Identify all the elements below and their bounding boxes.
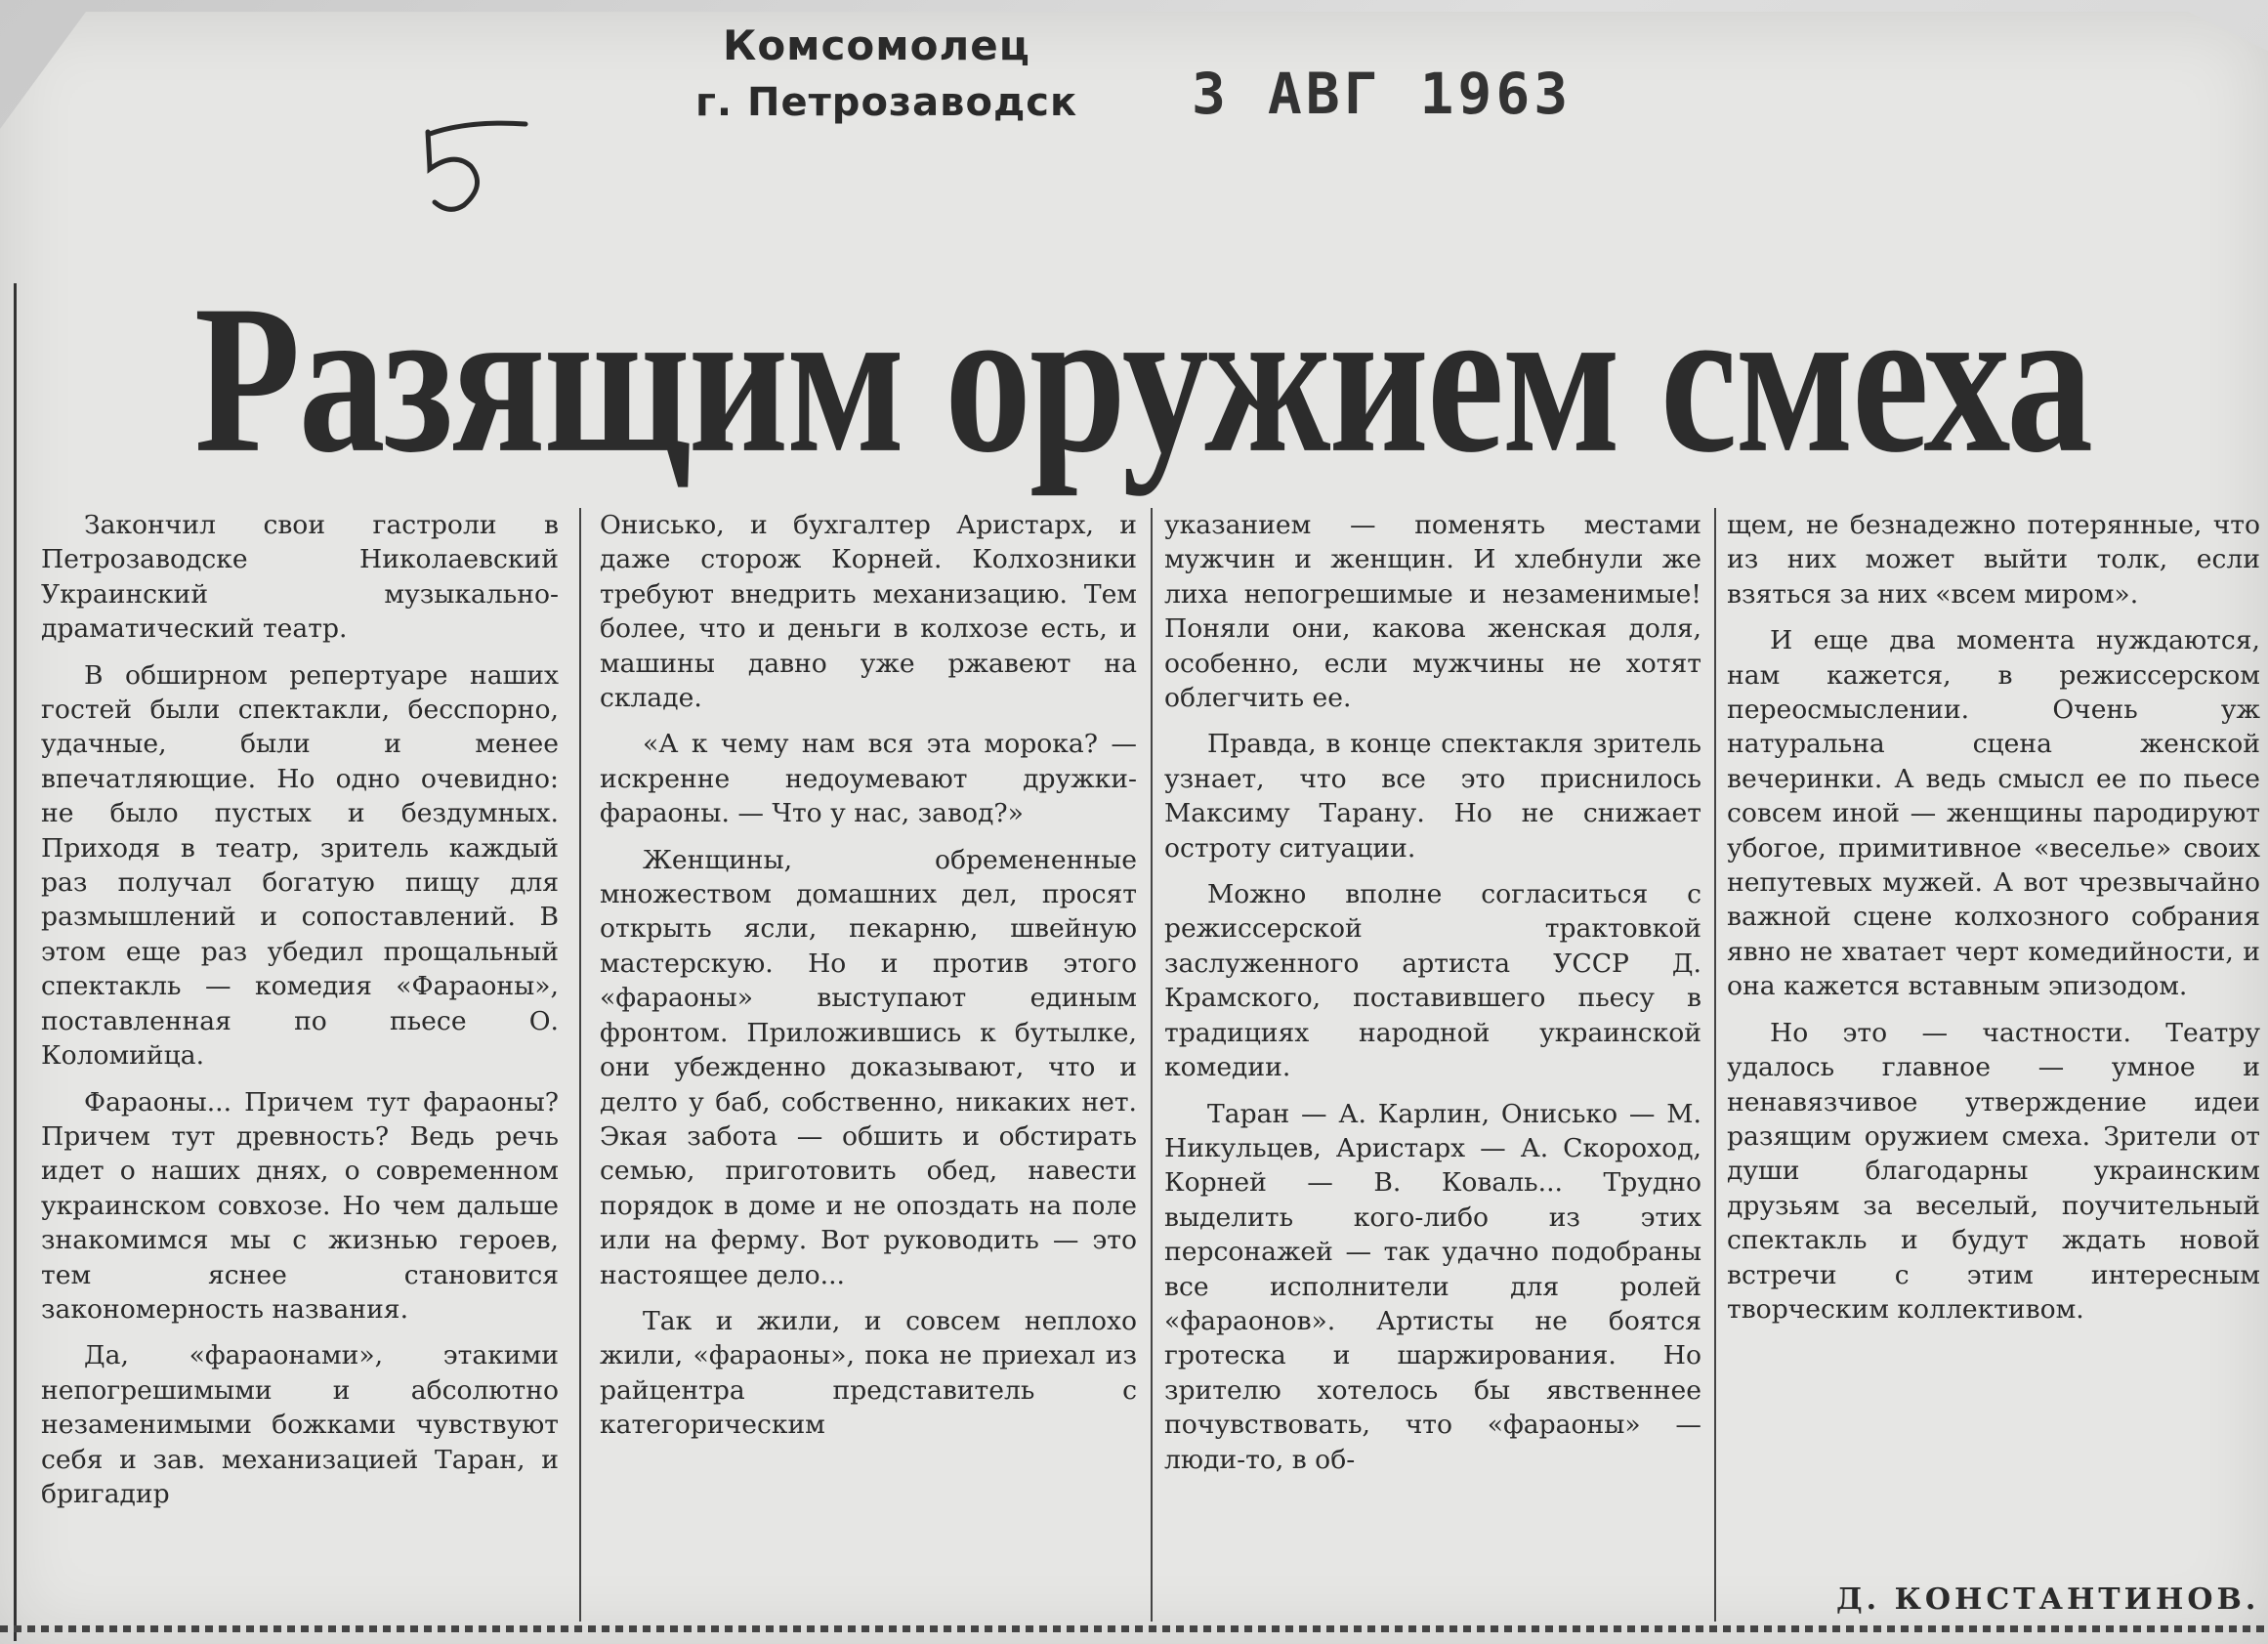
paragraph: Таран — А. Карлин, Онисько — М. Никульцев, Аристарх — А. Скороход, Корней — В. Коваль... Трудно выделить кого-либо из этих персонажей — так удачно подобраны все исполнители для ролей «фараонов». Артисты не боятся гротеска и шаржирования. Но зрителю хотелось бы явственнее почувствовать, что «фараоны» — люди-то, в об- [1164,1098,1701,1475]
author-signature: Д. КОНСТАНТИНОВ. [1836,1582,2260,1617]
column-divider [1151,508,1153,1622]
article-body [29,508,2260,1622]
left-column-rule [14,283,17,1641]
column-divider [579,508,581,1622]
text-column-4 [1727,508,2260,1622]
paragraph: Онисько, и бухгалтер Аристарх, и даже сторож Корней. Колхозники требуют внедрить механизацию. Тем более, что и деньги в колхозе есть, и машины давно уже ржавеют на складе. [600,510,1137,714]
stamp-newspaper-name: Комсомолец [723,21,1030,69]
paragraph: Да, «фараонами», этакими непогрешимыми и абсолютно незаменимыми божками чувствуют себя и зав. механизацией Таран, и бригадир [41,1340,559,1509]
paragraph: указанием — поменять местами мужчин и женщин. И хлебнули же лиха непогрешимые и незаменимые! Поняли они, какова женская доля, особенно, если мужчины не хотят облегчить ее. [1164,510,1701,714]
paragraph: В обширном репертуаре наших гостей были спектакли, бесспорно, удачные, были и менее впечатляющие. Но одно очевидно: не было пустых и бездумных. Приходя в театр, зритель каждый раз получал богатую пищу для размышлений и сопоставлений. В этом еще раз убедил прощальный спектакль — комедия «Фараоны», поставленная по пьесе О. Коломийца. [41,659,559,1072]
paragraph: Так и жили, и совсем неплохо жили, «фараоны», пока не приехал из райцентра представитель с категорическим [600,1305,1137,1441]
text-column-1 [41,508,559,1622]
paragraph: Женщины, обремененные множеством домашних дел, просят открыть ясли, пекарню, швейную мастерскую. Но и против этого «фараоны» выступают единым фронтом. Приложившись к бутылке, они убежденно доказывают, что и делто у баб, собственно, никаких нет. Экая забота — обшить и обстирать семью, приготовить обед, навести порядок в доме и не опоздать на поле или на ферму. Вот руководить — это настоящее дело... [600,844,1137,1290]
text-column-2 [600,508,1137,1622]
stamp-date: 3 АВГ 1963 [1192,61,1573,127]
paragraph: Фараоны... Причем тут фараоны? Причем тут древность? Ведь речь идет о наших днях, о современном украинском совхозе. Но чем дальше знакомимся мы с жизнью героев, тем яснее становится закономерность названия. [41,1086,559,1325]
article-headline: Разящим оружием смеха [193,260,2092,497]
paragraph: Правда, в конце спектакля зритель узнает, что все это приснилось Максиму Тарану. Но не снижает остроту ситуации. [1164,729,1701,864]
handwritten-number-5 [410,112,547,220]
bottom-rule [0,1625,2268,1632]
paragraph: «А к чему нам вся эта морока? — искренне недоумевают дружки-фараоны. — Что у нас, завод?» [600,729,1137,829]
text-column-3 [1164,508,1701,1622]
paragraph: И еще два момента нуждаются, нам кажется, в режиссерском переосмыслении. Очень уж натуральна сцена женской вечеринки. А ведь смысл ее по пьесе совсем иной — женщины пародируют убогое, примитивное «веселье» своих непутевых мужей. А вот чрезвычайно важной сцене колхозного собрания явно не хватает черт комедийности, и она кажется вставным эпизодом. [1727,625,2260,1002]
paragraph: Закончил свои гастроли в Петрозаводске Николаевский Украинский музыкально-драматический театр. [41,510,559,645]
paragraph: щем, не безнадежно потерянные, что из них может выйти толк, если взяться за них «всем миром». [1727,510,2260,610]
stamp-city: г. Петрозаводск [695,80,1078,125]
paragraph: Но это — частности. Театру удалось главное — умное и ненавязчивое утверждение идеи разящим оружием смеха. Зрители от души благодарны украинским друзьям за веселый, поучительный спектакль и будут ждать новой встречи с этим интересным творческим коллективом. [1727,1017,2260,1325]
column-divider [1714,508,1716,1622]
paragraph: Можно вполне согласиться с режиссерской трактовкой заслуженного артиста УССР Д. Крамского, поставившего пьесу в традициях народной украинской комедии. [1164,879,1701,1083]
